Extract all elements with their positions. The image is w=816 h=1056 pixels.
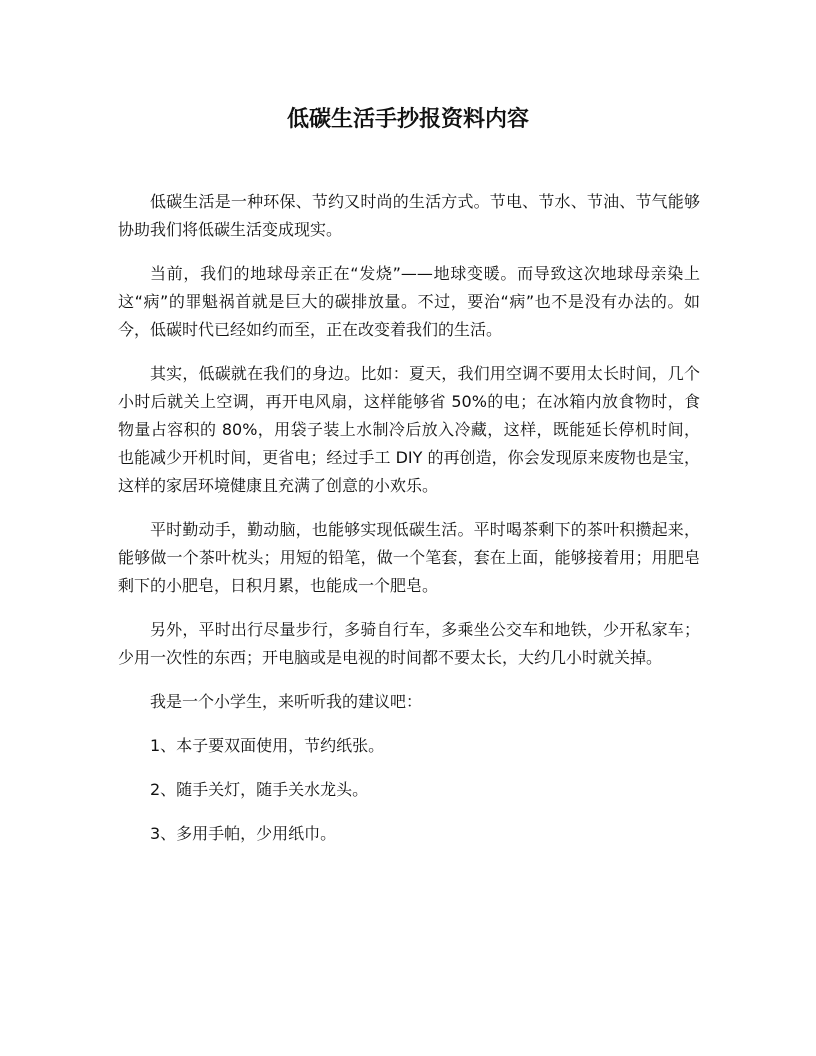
paragraph-handcraft: 平时勤动手，勤动脑，也能够实现低碳生活。平时喝茶剩下的茶叶积攒起来，能够做一个茶叶枕头；用短的铅笔，做一个笔套，套在上面，能够接着用；用肥皂剩下的小肥皂，日积月累，也能成一个肥皂。 [118, 520, 700, 595]
paragraph-examples: 其实，低碳就在我们的身边。比如：夏天，我们用空调不要用太长时间，几个小时后就关上空调，再开电风扇，这样能够省 50%的电；在冰箱内放食物时，食物量占容积的 80%，用袋子装上水制冷后放入冷藏，这样，既能延长停机时间，也能减少开机时间，更省电；经过手工 DIY 的再创造，你会发现原来废物也是宝，这样的家居环境健康且充满了创意的小欢乐。 [118, 364, 700, 495]
document-title: 低碳生活手抄报资料内容 [286, 107, 529, 132]
paragraph-intro: 低碳生活是一种环保、节约又时尚的生活方式。节电、节水、节油、节气能够协助我们将低碳生活变成现实。 [118, 192, 700, 239]
suggestion-item-2: 2、随手关灯，随手关水龙头。 [150, 780, 369, 799]
document-body [118, 188, 700, 864]
suggestion-item-1: 1、本子要双面使用，节约纸张。 [150, 736, 385, 755]
paragraph-global-warming: 当前，我们的地球母亲正在“发烧”——地球变暖。而导致这次地球母亲染上这“病”的罪魁祸首就是巨大的碳排放量。不过，要治“病”也不是没有办法的。如今，低碳时代已经如约而至，正在改变着我们的生活。 [118, 264, 700, 339]
paragraph-travel: 另外，平时出行尽量步行，多骑自行车，多乘坐公交车和地铁，少开私家车；少用一次性的东西；开电脑或是电视的时间都不要太长，大约几小时就关掉。 [118, 620, 700, 667]
paragraph-suggestion-intro: 我是一个小学生，来听听我的建议吧： [150, 692, 423, 711]
suggestion-item-3: 3、多用手帕，少用纸巾。 [150, 824, 337, 843]
